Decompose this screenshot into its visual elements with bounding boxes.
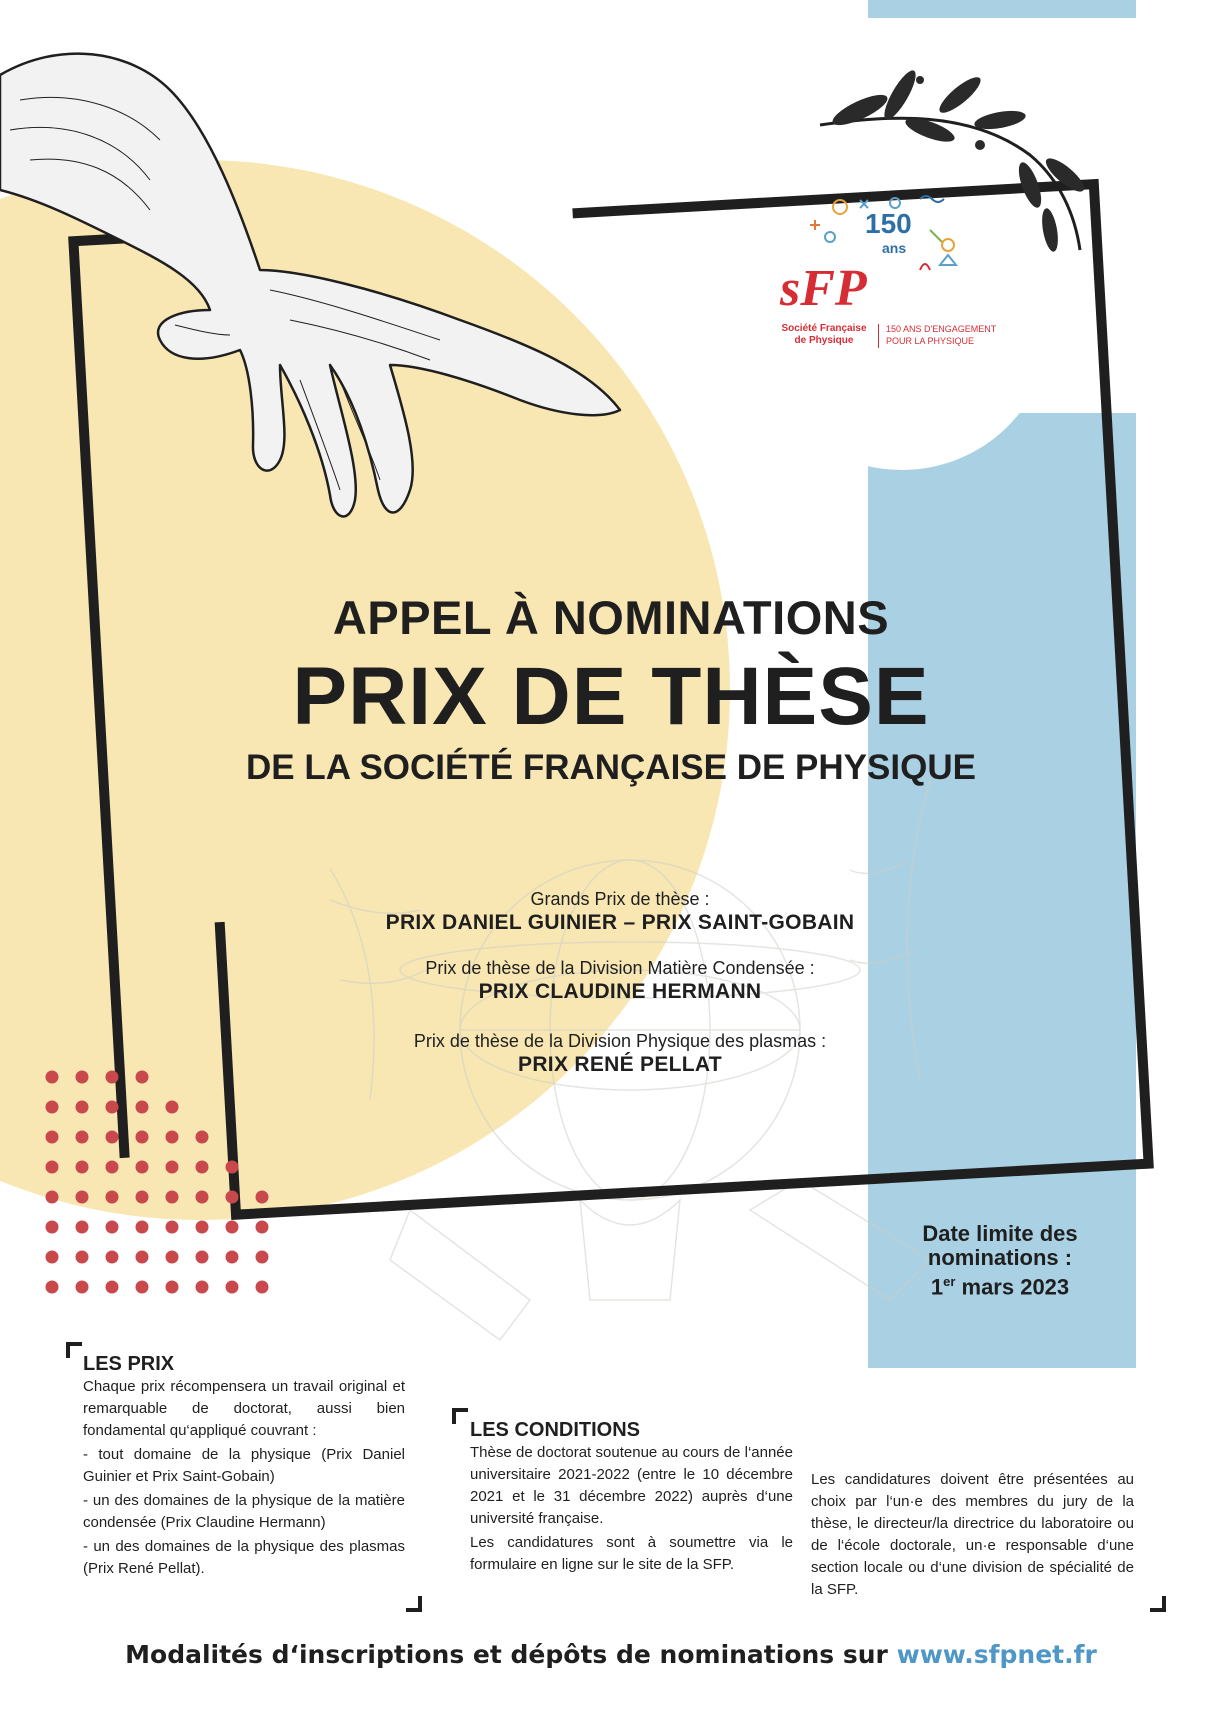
logo-separator — [878, 324, 879, 348]
les-prix-item: - un des domaines de la physique de la matière condensée (Prix Claudine Hermann) — [83, 1492, 405, 1531]
red-dot — [166, 1281, 179, 1294]
corner-mark — [66, 1342, 82, 1358]
conditions-candidatures: Les candidatures doivent être présentées au choix par l‘un·e des membres du jury de la thèse, le directeur/la directrice du laboratoire ou de l‘école doctorale, un·e responsable d‘une section locale ou d‘une division de spécialité de la SFP. — [811, 1471, 1134, 1598]
red-dot — [136, 1101, 149, 1114]
logo-tagline-line1: 150 ANS D'ENGAGEMENT — [886, 324, 997, 334]
red-dot — [76, 1221, 89, 1234]
heading-appel: APPEL À NOMINATIONS — [332, 591, 890, 644]
red-dot — [196, 1281, 209, 1294]
red-dot — [76, 1251, 89, 1264]
prize-name: PRIX RENÉ PELLAT — [518, 1053, 722, 1076]
red-dot — [256, 1191, 269, 1204]
hand-illustration — [0, 20, 640, 560]
prize-name: PRIX DANIEL GUINIER – PRIX SAINT-GOBAIN — [385, 911, 855, 934]
les-prix-item: - un des domaines de la physique des plasmas (Prix René Pellat). — [83, 1538, 405, 1577]
red-dot — [136, 1221, 149, 1234]
red-dot — [196, 1191, 209, 1204]
red-dot — [136, 1191, 149, 1204]
red-dot — [136, 1251, 149, 1264]
red-dot — [166, 1221, 179, 1234]
red-dot — [226, 1191, 239, 1204]
red-dot — [46, 1221, 59, 1234]
section-les-prix — [83, 1353, 405, 1582]
deadline-date — [880, 1270, 1120, 1299]
deadline-day: 1 — [930, 1274, 944, 1300]
deadline-line1: Date limite des — [922, 1221, 1078, 1246]
corner-mark — [406, 1596, 422, 1612]
red-dot — [226, 1161, 239, 1174]
red-dot — [166, 1101, 179, 1114]
red-dot — [76, 1191, 89, 1204]
red-dot — [76, 1281, 89, 1294]
red-dot — [106, 1191, 119, 1204]
red-dot — [226, 1281, 239, 1294]
red-dot — [106, 1071, 119, 1084]
nomination-deadline — [880, 1222, 1120, 1299]
logo-name-line1: Société Française — [781, 323, 867, 334]
red-dot — [46, 1191, 59, 1204]
prize-entry — [260, 1030, 980, 1078]
footer-text: Modalités d‘inscriptions et dépôts de nominations sur — [125, 1640, 897, 1669]
red-dot — [76, 1161, 89, 1174]
red-dot — [256, 1221, 269, 1234]
section-body — [470, 1442, 793, 1576]
section-title: LES PRIX — [83, 1353, 175, 1375]
prize-entry — [260, 888, 980, 936]
les-prix-item: - tout domaine de la physique (Prix Daniel Guinier et Prix Saint-Gobain) — [83, 1446, 405, 1485]
prize-category: Prix de thèse de la Division Physique des plasmas : — [413, 1031, 827, 1051]
red-dot — [106, 1221, 119, 1234]
red-dot — [256, 1281, 269, 1294]
red-dot — [226, 1221, 239, 1234]
red-dot — [76, 1071, 89, 1084]
red-dot — [106, 1101, 119, 1114]
footer-url-link[interactable]: www.sfpnet.fr — [896, 1640, 1097, 1669]
corner-mark — [452, 1408, 468, 1424]
red-dot — [136, 1281, 149, 1294]
red-dot — [46, 1071, 59, 1084]
red-dot — [166, 1251, 179, 1264]
deadline-date-rest: mars 2023 — [955, 1274, 1070, 1300]
red-dot — [166, 1191, 179, 1204]
heading-societe: DE LA SOCIÉTÉ FRANÇAISE DE PHYSIQUE — [246, 748, 976, 787]
logo-years: 150 — [865, 208, 912, 239]
red-dot — [106, 1251, 119, 1264]
red-dot — [196, 1161, 209, 1174]
logo-letters: sFP — [780, 260, 867, 317]
les-prix-intro: Chaque prix récompensera un travail original et remarquable de doctorat, aussi bien fondamental qu‘appliqué couvrant : — [83, 1378, 405, 1439]
footer-registration — [0, 1640, 1222, 1669]
prize-entry — [260, 957, 980, 1005]
red-dot — [106, 1131, 119, 1144]
section-body — [83, 1376, 405, 1580]
red-dot — [256, 1251, 269, 1264]
heading-prix-de-these: PRIX DE THÈSE — [292, 651, 930, 742]
red-dot — [136, 1161, 149, 1174]
logo-name-line2: de Physique — [794, 335, 854, 346]
conditions-text: Thèse de doctorat soutenue au cours de l‘année universitaire 2021-2022 (entre le 10 décembre 2021 et le 31 décembre 2022) auprès d‘une université française. — [470, 1444, 793, 1527]
red-dot — [46, 1161, 59, 1174]
prize-category: Grands Prix de thèse : — [530, 889, 710, 909]
red-dot — [196, 1221, 209, 1234]
red-dot — [46, 1251, 59, 1264]
red-dot — [196, 1131, 209, 1144]
logo-society-name — [770, 323, 878, 347]
red-dot — [136, 1071, 149, 1084]
red-dot — [46, 1101, 59, 1114]
logo-tagline-line2: POUR LA PHYSIQUE — [886, 336, 975, 346]
deadline-day-suffix: er — [943, 1274, 956, 1289]
prize-category: Prix de thèse de la Division Matière Condensée : — [425, 958, 815, 978]
red-dot — [46, 1281, 59, 1294]
logo-tagline — [886, 323, 1016, 347]
section-conditions — [470, 1419, 793, 1578]
red-dot — [226, 1251, 239, 1264]
red-dot — [166, 1161, 179, 1174]
red-dot — [106, 1161, 119, 1174]
deadline-line2: nominations : — [927, 1245, 1073, 1270]
corner-mark — [1150, 1596, 1166, 1612]
red-dot — [196, 1251, 209, 1264]
red-dot — [76, 1131, 89, 1144]
red-dot — [136, 1131, 149, 1144]
blue-top-bar — [868, 0, 1136, 18]
red-dot — [166, 1131, 179, 1144]
section-title: LES CONDITIONS — [470, 1419, 641, 1441]
red-dot — [106, 1281, 119, 1294]
conditions-text: Les candidatures sont à soumettre via le formulaire en ligne sur le site de la SFP. — [470, 1534, 793, 1573]
logo-ans: ans — [882, 240, 907, 256]
prize-name: PRIX CLAUDINE HERMANN — [478, 980, 762, 1003]
red-dot-pattern — [40, 1065, 290, 1305]
red-dot — [46, 1131, 59, 1144]
red-dot — [76, 1101, 89, 1114]
